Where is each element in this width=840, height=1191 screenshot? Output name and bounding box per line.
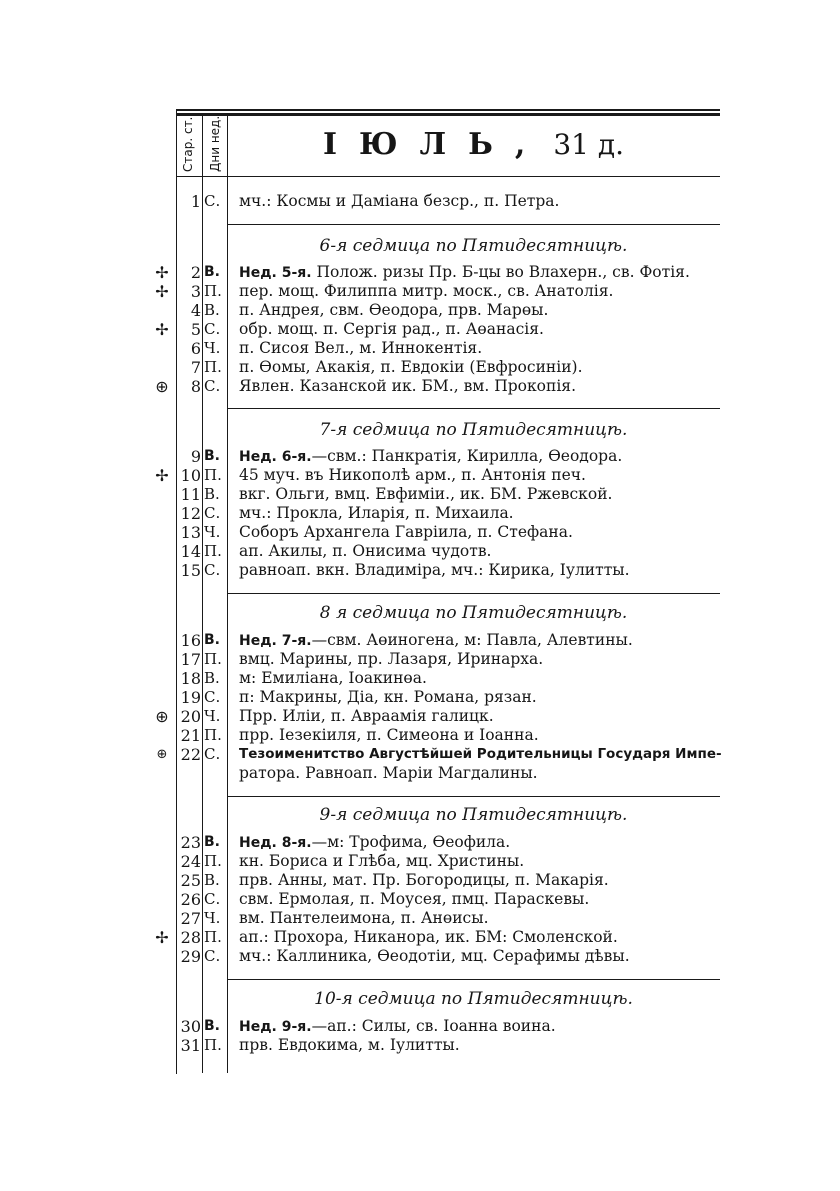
- day-text: п: Макрины, Діа, кн. Романа, рязан.: [239, 688, 537, 706]
- table-row: [0, 631, 840, 650]
- sunday-label: Нед. 5-я.: [239, 265, 312, 281]
- day-number: 1: [190, 192, 201, 211]
- weekday: С.: [204, 320, 221, 338]
- table-row: [0, 726, 840, 745]
- day-text: [239, 833, 719, 853]
- table-row: [0, 650, 840, 669]
- day-number: 14: [180, 542, 201, 561]
- table-row: [0, 485, 840, 504]
- weekday: С.: [204, 561, 221, 579]
- day-number: 21: [180, 726, 201, 745]
- table-row: [0, 339, 840, 358]
- cross-icon: ✢: [155, 282, 169, 301]
- day-text: Тезоименитство Августѣйшей Родительницы Государя Импе-: [239, 746, 722, 762]
- day-text: равноап. вкн. Владиміра, мч.: Кирика, Іулитты.: [239, 561, 630, 579]
- weekday: П.: [204, 1036, 222, 1054]
- weekday: Ч.: [204, 339, 221, 357]
- day-text: прв. Евдокима, м. Іулитты.: [239, 1036, 460, 1054]
- sunday-label: Нед. 6-я.: [239, 449, 312, 465]
- table-row: [0, 320, 840, 339]
- day-number: 22: [180, 745, 201, 764]
- table-row: [0, 263, 840, 282]
- table-row: [0, 358, 840, 377]
- day-number: 7: [190, 358, 201, 377]
- table-row: [0, 523, 840, 542]
- week-rule: [227, 796, 720, 797]
- weekday: С.: [204, 745, 221, 763]
- weekday: С.: [204, 504, 221, 522]
- month-days: 31 д.: [553, 128, 625, 161]
- week-header: 7-я седмица по Пятидесятницѣ.: [319, 420, 628, 440]
- table-row: [0, 504, 840, 523]
- table-row: [0, 282, 840, 301]
- day-number: 12: [180, 504, 201, 523]
- weekday: С.: [204, 377, 221, 395]
- day-text: прр. Іезекіиля, п. Симеона и Іоанна.: [239, 726, 539, 744]
- weekday: С.: [204, 890, 221, 908]
- table-row: [0, 745, 840, 764]
- weekday: П.: [204, 358, 222, 376]
- day-number: 29: [180, 947, 201, 966]
- table-row: [0, 192, 840, 211]
- day-number: 6: [190, 339, 201, 358]
- day-text: вмц. Марины, пр. Лазаря, Иринарха.: [239, 650, 544, 668]
- weekday: С.: [204, 192, 221, 210]
- cross-icon: ✢: [155, 320, 169, 339]
- day-number: 27: [180, 909, 201, 928]
- sunday-label: Нед. 9-я.: [239, 1019, 312, 1035]
- day-text: [239, 263, 719, 283]
- page-title: [227, 113, 720, 176]
- table-row: [0, 688, 840, 707]
- cross-icon: ✢: [155, 466, 169, 485]
- circle-cross-icon: ⊕: [155, 377, 169, 396]
- day-number: 8: [190, 377, 201, 396]
- day-number: 17: [180, 650, 201, 669]
- day-text-body: —свм.: Панкратія, Кирилла, Өеодора.: [311, 447, 623, 465]
- sunday-label: Нед. 8-я.: [239, 835, 312, 851]
- week-rule: [227, 979, 720, 980]
- table-row: [0, 707, 840, 726]
- day-number: 20: [180, 707, 201, 726]
- table-row: [0, 871, 840, 890]
- day-number: 26: [180, 890, 201, 909]
- day-number: 9: [190, 447, 201, 466]
- day-text: кн. Бориса и Глѣба, мц. Христины.: [239, 852, 525, 870]
- day-number: 10: [180, 466, 201, 485]
- weekday: С.: [204, 947, 221, 965]
- table-row: [0, 890, 840, 909]
- day-number: 24: [180, 852, 201, 871]
- weekday: В.: [204, 632, 220, 648]
- day-text: вм. Пантелеимона, п. Анөисы.: [239, 909, 489, 927]
- day-number: 4: [190, 301, 201, 320]
- day-text: прв. Анны, мат. Пр. Богородицы, п. Макарія.: [239, 871, 609, 889]
- day-text: мч.: Каллиника, Өеодотіи, мц. Серафимы дѣвы.: [239, 947, 630, 965]
- weekday: С.: [204, 688, 221, 706]
- weekday: П.: [204, 542, 222, 560]
- cross-icon: ✢: [155, 928, 169, 947]
- week-header: 9-я седмица по Пятидесятницѣ.: [319, 805, 628, 825]
- day-text: Прр. Иліи, п. Авраамія галицк.: [239, 707, 494, 725]
- sunday-label: Нед. 7-я.: [239, 633, 312, 649]
- day-text: Явлен. Казанской ик. БМ., вм. Прокопія.: [239, 377, 577, 395]
- day-number: 3: [190, 282, 201, 301]
- weekday: Ч.: [204, 909, 221, 927]
- week-header: 6-я седмица по Пятидесятницѣ.: [319, 236, 628, 256]
- day-text: вкг. Ольги, вмц. Евфиміи., ик. БМ. Ржевской.: [239, 485, 613, 503]
- weekday: В.: [204, 448, 220, 464]
- week-rule: [227, 593, 720, 594]
- day-text: Соборъ Архангела Гавріила, п. Стефана.: [239, 523, 573, 541]
- weekday: П.: [204, 466, 222, 484]
- day-number: 18: [180, 669, 201, 688]
- day-text: обр. мощ. п. Сергія рад., п. Аөанасія.: [239, 320, 544, 338]
- day-text: ратора. Равноап. Маріи Магдалины.: [239, 764, 538, 782]
- weekday: В.: [204, 264, 220, 280]
- day-text-body: —ап.: Силы, св. Іоанна воина.: [311, 1017, 556, 1035]
- table-row-continuation: [0, 764, 840, 783]
- day-text: ап.: Прохора, Никанора, ик. БМ: Смоленской.: [239, 928, 618, 946]
- table-row: [0, 1017, 840, 1036]
- day-number: 15: [180, 561, 201, 580]
- table-row: [0, 833, 840, 852]
- table-row: [0, 947, 840, 966]
- day-number: 2: [190, 263, 201, 282]
- week-header: 10-я седмица по Пятидесятницѣ.: [314, 989, 633, 1009]
- day-number: 23: [180, 833, 201, 852]
- weekday: П.: [204, 282, 222, 300]
- weekday: В.: [204, 485, 220, 503]
- weekday: П.: [204, 852, 222, 870]
- weekday: В.: [204, 1018, 220, 1034]
- day-text: [239, 1017, 719, 1037]
- table-row: [0, 447, 840, 466]
- day-text: м: Емиліана, Іоакинөа.: [239, 669, 427, 687]
- month-name: ІЮЛЬ,: [322, 127, 548, 162]
- day-number: 5: [190, 320, 201, 339]
- weekday: П.: [204, 650, 222, 668]
- day-number: 16: [180, 631, 201, 650]
- circle-cross-icon: ⊕: [155, 707, 169, 726]
- weekday: В.: [204, 669, 220, 687]
- holiday-icon: ⊕: [156, 747, 168, 762]
- table-row: [0, 909, 840, 928]
- weekday: Ч.: [204, 707, 221, 725]
- day-number: 30: [180, 1017, 201, 1036]
- day-text-body: Полож. ризы Пр. Б-цы во Влахерн., св. Фотія.: [311, 263, 690, 281]
- day-number: 28: [180, 928, 201, 947]
- day-number: 19: [180, 688, 201, 707]
- day-text: мч.: Космы и Даміана безср., п. Петра.: [239, 192, 560, 210]
- col-header-old-style: Стар. ст.: [181, 116, 195, 172]
- day-text: мч.: Прокла, Иларія, п. Михаила.: [239, 504, 514, 522]
- week-rule: [227, 408, 720, 409]
- day-text: п. Өомы, Акакія, п. Евдокіи (Евфросиніи).: [239, 358, 583, 376]
- day-text: ап. Акилы, п. Онисима чудотв.: [239, 542, 492, 560]
- weekday: В.: [204, 834, 220, 850]
- day-text-body: —м: Трофима, Өеофила.: [311, 833, 511, 851]
- table-row: [0, 928, 840, 947]
- weekday: Ч.: [204, 523, 221, 541]
- header-rule: [176, 176, 720, 177]
- day-text: п. Андрея, свм. Өеодора, прв. Марөы.: [239, 301, 549, 319]
- weekday: В.: [204, 301, 220, 319]
- day-text-body: —свм. Аөиногена, м: Павла, Алевтины.: [311, 631, 633, 649]
- table-row: [0, 852, 840, 871]
- day-text: 45 муч. въ Никополѣ арм., п. Антонія печ.: [239, 466, 586, 484]
- day-number: 11: [180, 485, 201, 504]
- day-text: пер. мощ. Филиппа митр. моск., св. Анатолія.: [239, 282, 614, 300]
- table-row: [0, 561, 840, 580]
- table-row: [0, 377, 840, 396]
- table-row: [0, 301, 840, 320]
- col-header-weekday: Дни нед.: [208, 115, 222, 172]
- top-rule: [176, 109, 720, 111]
- day-text: свм. Ермолая, п. Моусея, пмц. Параскевы.: [239, 890, 590, 908]
- cross-icon: ✢: [155, 263, 169, 282]
- weekday: В.: [204, 871, 220, 889]
- weekday: П.: [204, 928, 222, 946]
- weekday: П.: [204, 726, 222, 744]
- day-number: 13: [180, 523, 201, 542]
- day-number: 25: [180, 871, 201, 890]
- week-rule: [227, 224, 720, 225]
- day-number: 31: [180, 1036, 201, 1055]
- day-text: п. Сисоя Вел., м. Иннокентія.: [239, 339, 483, 357]
- table-row: [0, 1036, 840, 1055]
- table-row: [0, 669, 840, 688]
- table-row: [0, 542, 840, 561]
- table-row: [0, 466, 840, 485]
- week-header: 8 я седмица по Пятидесятницѣ.: [319, 603, 628, 623]
- day-text: [239, 447, 719, 467]
- day-text: [239, 631, 719, 651]
